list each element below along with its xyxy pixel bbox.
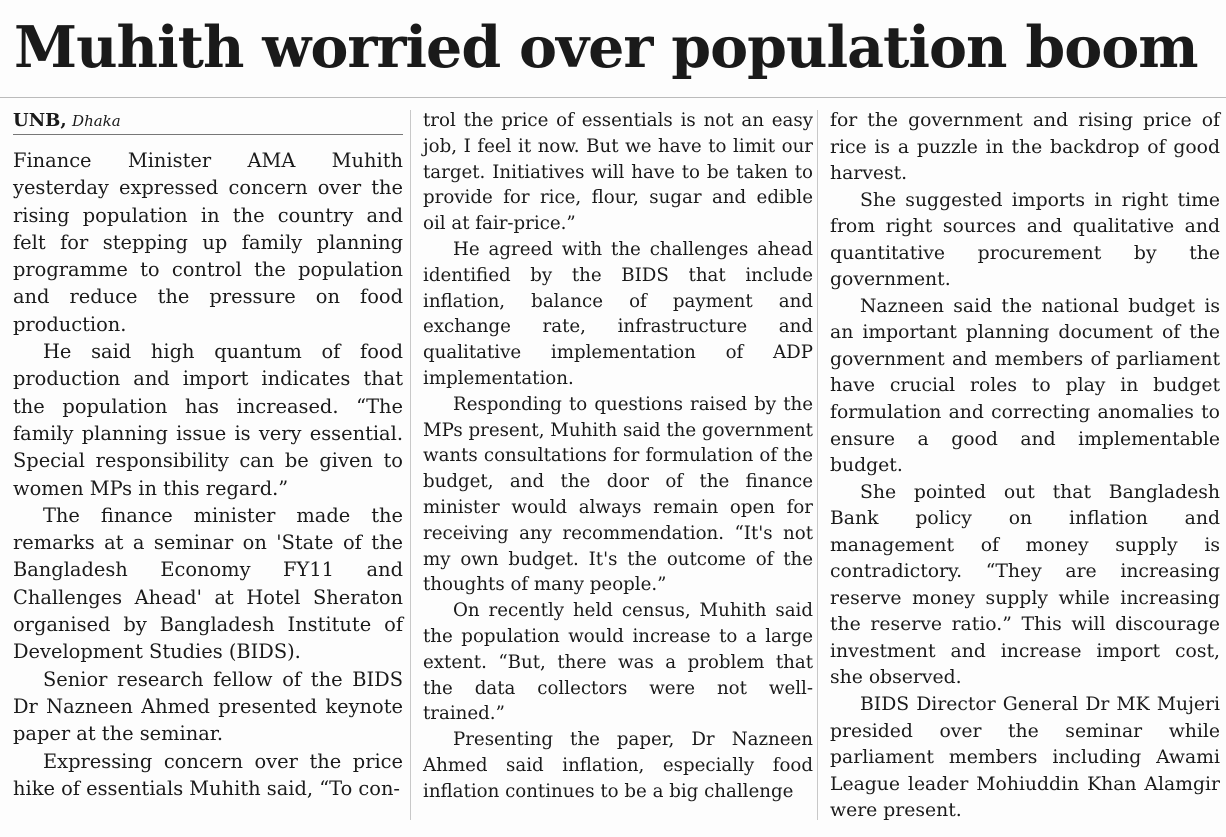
paragraph: Nazneen said the national budget is an important planning document of the government and members of parliament have crucial roles to play in budget formulation and correcting anomalies to ensure a good and implementable budget.	[830, 295, 1220, 477]
paragraph: She pointed out that Bangladesh Bank policy on inflation and management of money supply is contradictory. “They are increasing reserve money supply while increasing the reserve ratio.” This will discourage investment and increase import cost, she observed.	[830, 481, 1220, 689]
paragraph: Presenting the paper, Dr Nazneen Ahmed said inflation, especially food inflation continues to be a big challenge	[423, 729, 813, 802]
column-divider	[410, 110, 411, 820]
byline-place: Dhaka	[72, 112, 121, 130]
headline: Muhith worried over population boom	[14, 14, 1198, 81]
paragraph: She suggested imports in right time from right sources and qualitative and quantitative procurement by the government.	[830, 189, 1220, 291]
column-divider	[817, 110, 818, 820]
column-3	[830, 108, 1220, 825]
paragraph: Senior research fellow of the BIDS Dr Nazneen Ahmed presented keynote paper at the seminar.	[13, 667, 403, 746]
paragraph: On recently held census, Muhith said the population would increase to a large extent. “But, there was a problem that the data collectors were not well-trained.”	[423, 600, 813, 725]
paragraph: He agreed with the challenges ahead identified by the BIDS that include inflation, balance of payment and exchange rate, infrastructure and qualitative implementation of ADP implementation.	[423, 238, 813, 389]
paragraph: He said high quantum of food production and import indicates that the population has increased. “The family planning issue is very essential. Special responsibility can be given to women MPs in this regard.”	[13, 340, 403, 500]
paragraph: The finance minister made the remarks at a seminar on 'State of the Bangladesh Economy FY11 and Challenges Ahead' at Hotel Sheraton organised by Bangladesh Institute of Development Studies (BIDS).	[13, 503, 403, 664]
paragraph: Responding to questions raised by the MPs present, Muhith said the government wants consultations for formulation of the budget, and the door of the finance minister would always remain open for receiving any recommendation. “It's not my own budget. It's the outcome of the thoughts of many people.”	[423, 393, 813, 596]
paragraph: trol the price of essentials is not an easy job, I feel it now. But we have to limit our target. Initiatives will have to be taken to provide for rice, flour, sugar and edible oil at fair-price.”	[423, 110, 813, 235]
paragraph: BIDS Director General Dr MK Mujeri presided over the seminar while parliament members including Awami League leader Mohiuddin Khan Alamgir were present.	[830, 694, 1220, 822]
column-1	[13, 108, 403, 802]
paragraph: for the government and rising price of rice is a puzzle in the backdrop of good harvest.	[830, 110, 1220, 185]
headline-rule	[0, 97, 1226, 98]
column-2	[423, 108, 813, 805]
byline	[13, 108, 403, 135]
paragraph: Expressing concern over the price hike of essentials Muhith said, “To con-	[13, 749, 403, 800]
paragraph: Finance Minister AMA Muhith yesterday expressed concern over the rising population in the country and felt for stepping up family planning programme to control the population and reduce the pressure on food production.	[13, 149, 403, 336]
byline-source: UNB,	[13, 110, 67, 131]
